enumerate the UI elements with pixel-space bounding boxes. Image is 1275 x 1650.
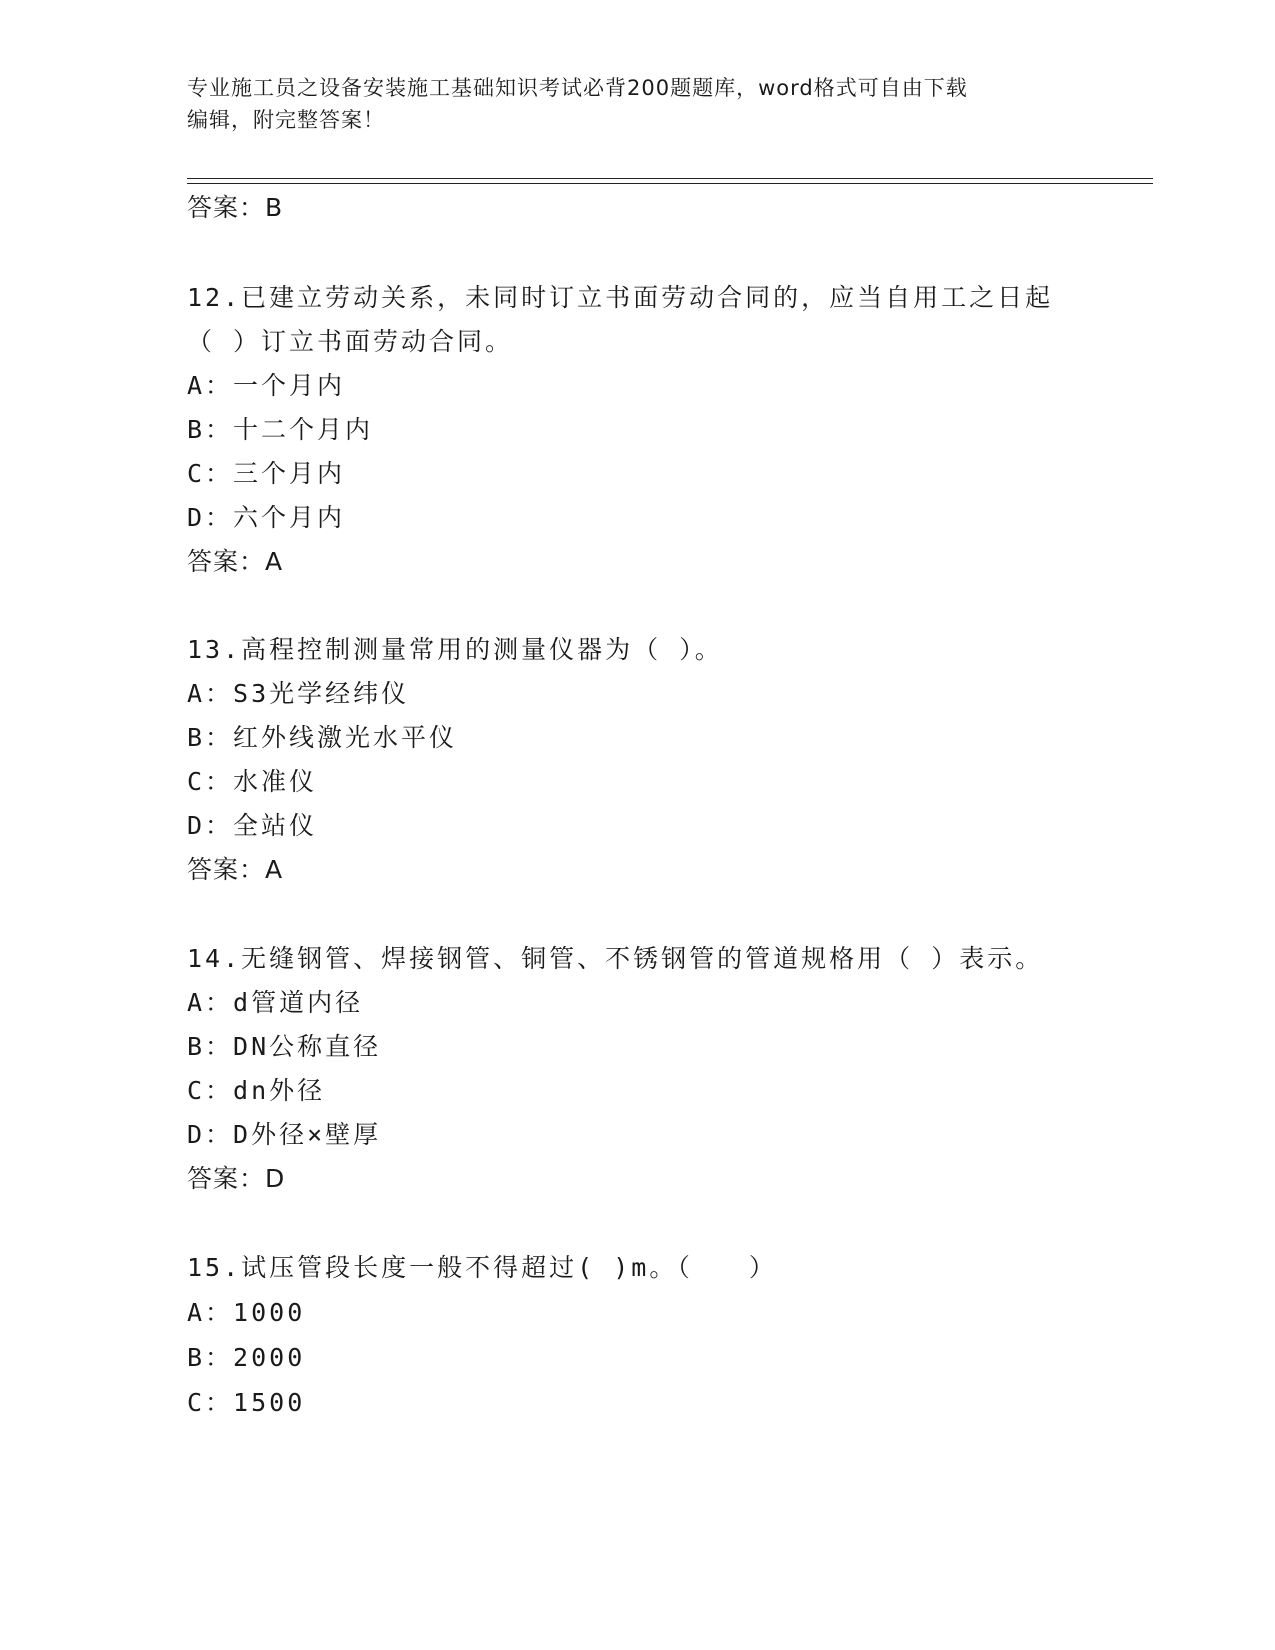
header-divider-top	[187, 178, 1153, 179]
question-13-option-d: D：全站仪	[187, 811, 318, 840]
question-15-option-c: C：1500	[187, 1388, 306, 1417]
question-13-option-c: C：水准仪	[187, 767, 318, 796]
question-14-stem: 14.无缝钢管、焊接钢管、铜管、不锈钢管的管道规格用（ ）表示。	[187, 944, 1044, 973]
question-12-stem-line-1: 12.已建立劳动关系，未同时订立书面劳动合同的，应当自用工之日起	[187, 283, 1054, 312]
question-14-answer: 答案：D	[187, 1164, 286, 1193]
question-14-option-c: C：dn外径	[187, 1076, 326, 1105]
question-15-option-b: B：2000	[187, 1343, 306, 1372]
header-divider-bottom	[187, 183, 1153, 184]
question-15-option-a: A：1000	[187, 1298, 306, 1327]
question-12-option-d: D：六个月内	[187, 503, 346, 532]
answer-prev: 答案：B	[187, 193, 284, 222]
header-line-1: 专业施工员之设备安装施工基础知识考试必背200题题库，word格式可自由下载	[187, 76, 968, 100]
question-12-option-b: B：十二个月内	[187, 415, 374, 444]
question-12-answer: 答案：A	[187, 547, 284, 576]
question-12-option-c: C：三个月内	[187, 459, 346, 488]
question-12-option-a: A：一个月内	[187, 371, 346, 400]
question-13-option-b: B：红外线激光水平仪	[187, 723, 458, 752]
question-14-option-b: B：DN公称直径	[187, 1032, 382, 1061]
question-13-answer: 答案：A	[187, 855, 284, 884]
question-15-stem: 15.试压管段长度一般不得超过( )m。（ ）	[187, 1253, 777, 1282]
question-13-option-a: A：S3光学经纬仪	[187, 679, 410, 708]
question-14-option-d: D：D外径×壁厚	[187, 1120, 382, 1149]
document-header	[187, 72, 1087, 136]
question-12-stem-line-2: （ ）订立书面劳动合同。	[187, 327, 514, 356]
question-13-stem: 13.高程控制测量常用的测量仪器为（ ）。	[187, 635, 723, 664]
question-14-option-a: A：d管道内径	[187, 988, 364, 1017]
header-line-2: 编辑，附完整答案！	[187, 108, 385, 132]
